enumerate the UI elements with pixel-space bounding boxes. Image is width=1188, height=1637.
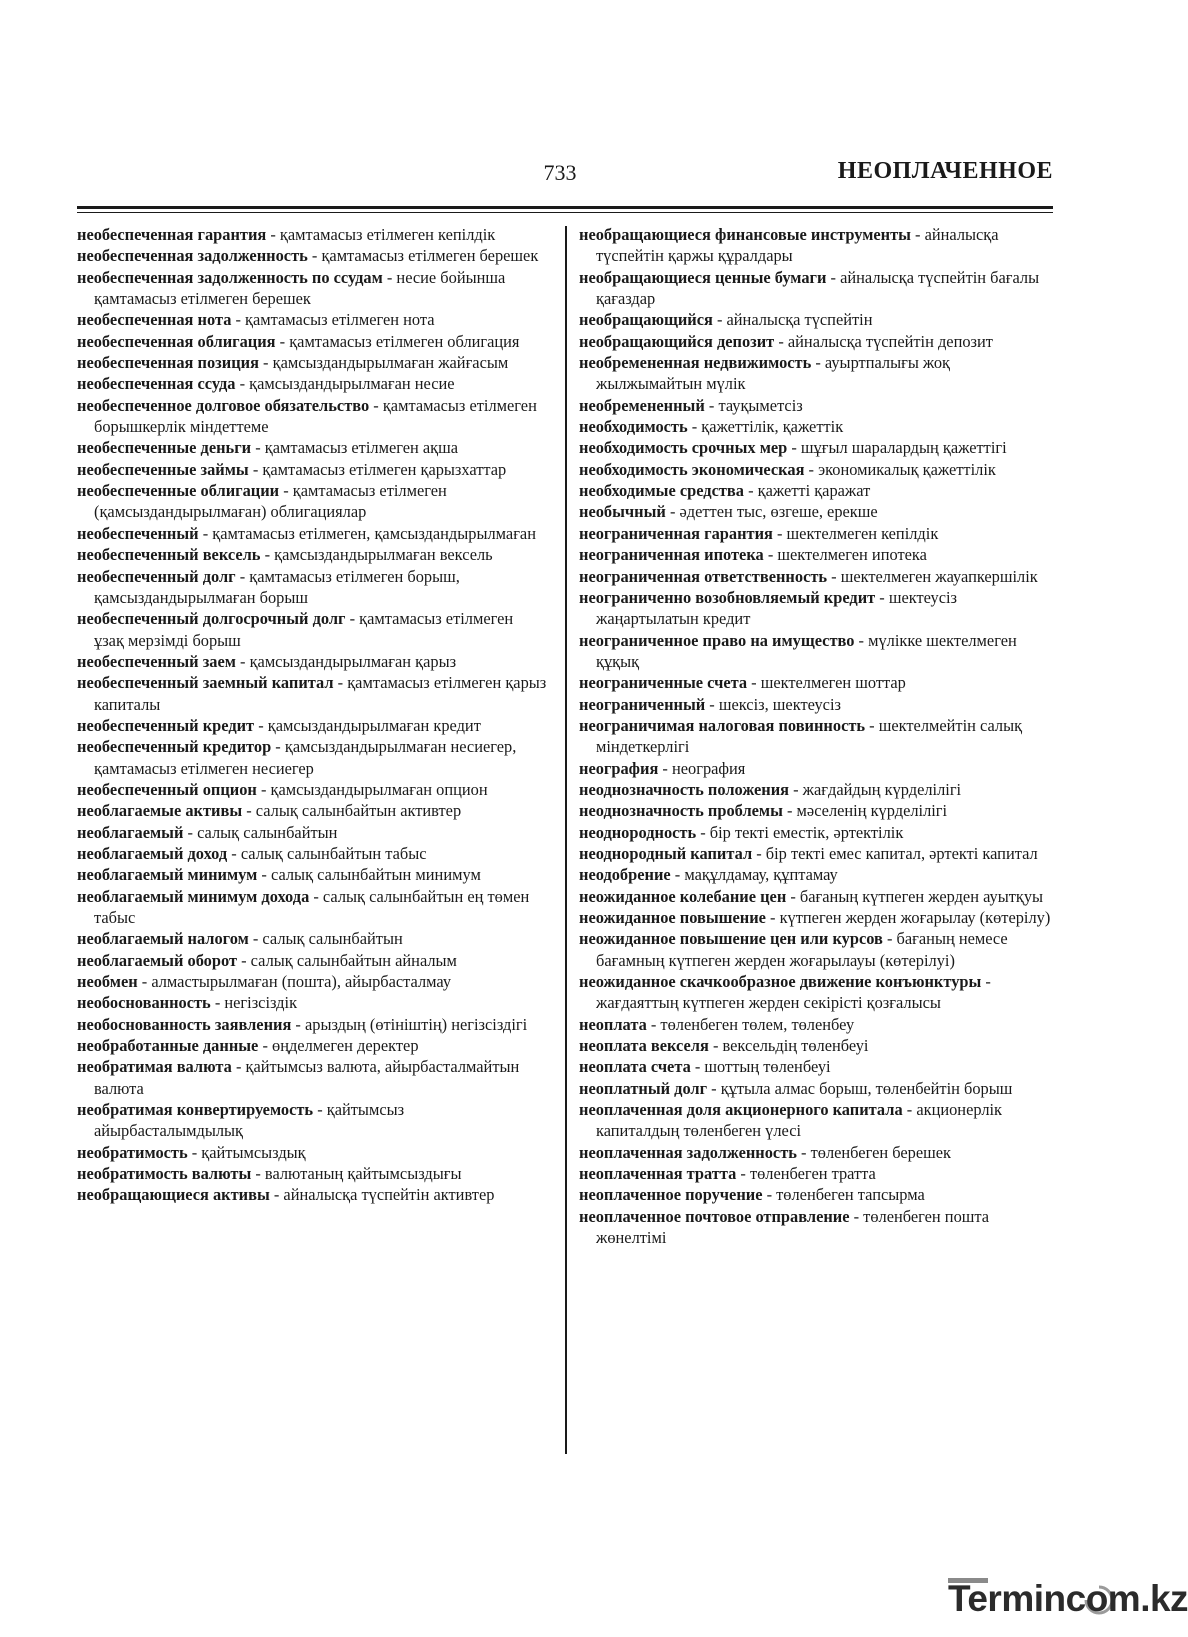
dictionary-entry — [579, 437, 1057, 458]
dictionary-entry — [579, 1099, 1057, 1142]
dictionary-entry — [77, 331, 547, 352]
entry-definition: - алмастырылмаған (пошта), айырбасталмау — [137, 972, 452, 992]
entry-definition: - қамсыздандырылмаған несие — [235, 374, 455, 394]
dictionary-entry — [77, 395, 547, 438]
dictionary-entry — [77, 1056, 547, 1099]
entry-term: необеспеченный долг — [77, 566, 236, 586]
dictionary-entry — [77, 566, 547, 609]
entry-definition: - қажетті қаражат — [743, 481, 871, 501]
dictionary-entry — [579, 224, 1057, 267]
dictionary-entry — [579, 566, 1057, 587]
entry-term: неоднозначность положения — [579, 779, 790, 799]
entry-definition: - салық салынбайтын — [183, 822, 338, 842]
entry-term: необеспеченный — [77, 523, 199, 543]
entry-definition: - әдеттен тыс, өзгеше, ерекше — [665, 502, 878, 522]
termincom-logo — [948, 1578, 1188, 1624]
entry-term: необеспеченное долговое обязательство — [77, 395, 370, 415]
dictionary-entry — [579, 630, 1057, 673]
dictionary-entry — [77, 864, 547, 885]
dictionary-entry — [77, 779, 547, 800]
dictionary-entry — [77, 736, 547, 779]
entry-term: неоплаченное почтовое отправление — [579, 1206, 850, 1226]
entry-term: необращающиеся финансовые инструменты — [579, 225, 911, 244]
entry-definition: - шексіз, шектеусіз — [705, 694, 841, 714]
entry-definition: - шектелмейтін салық міндеткерлігі — [596, 715, 1023, 757]
entry-definition: - қамтамасыз етілмеген борыш, қамсыздандырылмаған борыш — [94, 566, 460, 607]
dictionary-entry — [77, 224, 547, 245]
dictionary-entry — [77, 800, 547, 821]
entry-term: неоднородный капитал — [579, 843, 753, 863]
entry-term: необращающийся депозит — [579, 331, 775, 351]
entry-term: неодобрение — [579, 865, 671, 885]
entry-term: необремененный — [579, 395, 705, 415]
dictionary-entry — [579, 309, 1057, 330]
entry-term: неоплатный долг — [579, 1078, 708, 1098]
entry-term: необлагаемый оборот — [77, 950, 238, 970]
entry-definition: - төленбеген тратта — [736, 1164, 876, 1184]
dictionary-entry — [579, 416, 1057, 437]
entry-definition: - жағдайдың күрделілігі — [789, 779, 962, 799]
dictionary-entry — [77, 651, 547, 672]
entry-definition: - қамтамасыз етілмеген, қамсыздандырылмаған — [198, 523, 536, 543]
right-column — [579, 224, 1057, 1249]
dictionary-entry — [77, 1099, 547, 1142]
dictionary-entry — [77, 1014, 547, 1035]
entry-term: необеспеченные облигации — [77, 481, 280, 501]
entry-definition: - жағдаяттың күтпеген жерден секірісті қозғалысы — [596, 972, 991, 1013]
entry-term: неограниченное право на имущество — [579, 630, 855, 650]
entry-term: необратимая валюта — [77, 1057, 232, 1077]
entry-term: необращающийся — [579, 310, 713, 330]
entry-term: необращающиеся активы — [77, 1185, 270, 1205]
entry-definition: - қамтамасыз етілмеген қарызхаттар — [248, 459, 507, 479]
entry-definition: - мақұлдамау, құптамау — [670, 865, 838, 885]
entry-term: необлагаемый доход — [77, 843, 228, 863]
entry-definition: - төленбеген пошта жөнелтімі — [596, 1206, 990, 1248]
entry-definition: - шектелмеген шоттар — [747, 673, 906, 693]
entry-definition: - қамтамасыз етілмеген облигация — [275, 331, 520, 351]
dictionary-entry — [579, 501, 1057, 522]
dictionary-entry — [579, 1078, 1057, 1099]
entry-definition: - шұғыл шаралардың қажеттігі — [787, 438, 1007, 458]
entry-definition: - айналысқа түспейтін активтер — [269, 1185, 495, 1205]
dictionary-entry — [579, 587, 1057, 630]
dictionary-entry — [77, 886, 547, 929]
entry-definition: - ауыртпалығы жоқ жылжымайтын мүлік — [596, 353, 951, 394]
entry-term: необеспеченный вексель — [77, 545, 261, 565]
entry-definition: - қамтамасыз етілмеген кепілдік — [266, 225, 496, 244]
entry-definition: - қамтамасыз етілмеген берешек — [307, 246, 539, 266]
entry-term: необходимость экономическая — [579, 459, 805, 479]
dictionary-entry — [579, 779, 1057, 800]
entry-term: необходимость — [579, 417, 688, 437]
entry-term: необеспеченный заем — [77, 651, 236, 671]
entry-definition: - қамсыздандырылмаған қарыз — [235, 651, 457, 671]
entry-term: необеспеченный кредитор — [77, 737, 272, 757]
dictionary-entry — [579, 1035, 1057, 1056]
dictionary-entry — [77, 459, 547, 480]
entry-definition: - бір текті еместік, әртектілік — [696, 822, 904, 842]
dictionary-entry — [77, 1035, 547, 1056]
entry-definition: - бағаның немесе бағамның күтпеген жерден жоғарылауы (көтерілуі) — [596, 929, 1008, 970]
entry-term: неоплата векселя — [579, 1036, 709, 1056]
entry-term: неограниченная ипотека — [579, 545, 764, 565]
dictionary-entry — [77, 352, 547, 373]
entry-definition: - айналысқа түспейтін депозит — [774, 331, 993, 351]
entry-term: необратимость — [77, 1142, 188, 1162]
entry-definition: - шектеусіз жаңартылатын кредит — [596, 587, 958, 629]
entry-term: неоднозначность проблемы — [579, 801, 783, 821]
entry-term: неограниченная гарантия — [579, 523, 773, 543]
dictionary-entry — [77, 843, 547, 864]
entry-definition: - салық салынбайтын айналым — [237, 950, 457, 970]
entry-definition: - қайтымсыз айырбасталымдылық — [94, 1100, 405, 1141]
entry-definition: - қамсыздандырылмаған вексель — [260, 545, 493, 565]
entry-term: необмен — [77, 972, 138, 992]
entry-definition: - вексельдің төленбеуі — [708, 1036, 869, 1056]
entry-term: неожиданное повышение цен или курсов — [579, 929, 883, 949]
entry-term: необратимость валюты — [77, 1164, 252, 1184]
entry-term: необеспеченная задолженность — [77, 246, 308, 266]
entry-term: необеспеченные деньги — [77, 438, 252, 458]
entry-definition: - төленбеген берешек — [796, 1142, 951, 1162]
entry-term: неоплата счета — [579, 1057, 691, 1077]
entry-term: необеспеченный долгосрочный долг — [77, 609, 346, 629]
dictionary-entry — [579, 1184, 1057, 1205]
entry-definition: - айналысқа түспейтін қаржы құралдары — [596, 225, 999, 266]
dictionary-entry — [77, 822, 547, 843]
dictionary-entry — [579, 523, 1057, 544]
entry-term: необеспеченный опцион — [77, 779, 257, 799]
dictionary-entry — [77, 1142, 547, 1163]
dictionary-entry — [579, 331, 1057, 352]
entry-definition: - бағаның күтпеген жерден ауытқуы — [786, 886, 1044, 906]
dictionary-entry — [77, 950, 547, 971]
entry-definition: - қамтамасыз етілмеген (қамсыздандырылмаған) облигациялар — [94, 481, 447, 522]
dictionary-entry — [77, 1184, 547, 1205]
dictionary-entry — [579, 843, 1057, 864]
entry-definition: - төленбеген тапсырма — [762, 1185, 925, 1205]
entry-definition: - төленбеген төлем, төленбеу — [646, 1014, 855, 1034]
entry-term: необеспеченный заемный капитал — [77, 673, 334, 693]
entry-term: неожиданное повышение — [579, 908, 766, 927]
entry-term: необлагаемые активы — [77, 801, 243, 821]
dictionary-entry — [579, 1142, 1057, 1163]
entry-term: необеспеченная нота — [77, 310, 232, 330]
entry-term: необработанные данные — [77, 1036, 259, 1056]
dictionary-entry — [579, 1014, 1057, 1035]
entry-term: необеспеченный кредит — [77, 715, 255, 735]
entry-definition: - тауқыметсіз — [704, 395, 803, 415]
entry-definition: - салық салынбайтын ең төмен табыс — [94, 886, 530, 927]
entry-definition: - арыздың (өтініштің) негізсіздігі — [291, 1014, 528, 1034]
entry-term: необращающиеся ценные бумаги — [579, 267, 827, 287]
entry-definition: - салық салынбайтын минимум — [257, 865, 481, 885]
entry-definition: - бір текті емес капитал, әртекті капитал — [752, 843, 1038, 863]
entry-term: неоплаченное поручение — [579, 1185, 763, 1205]
left-column — [77, 224, 547, 1206]
entry-term: необеспеченные займы — [77, 459, 249, 479]
dictionary-entry — [579, 758, 1057, 779]
entry-term: необратимая конвертируемость — [77, 1100, 314, 1120]
dictionary-entry — [77, 523, 547, 544]
dictionary-entry — [579, 544, 1057, 565]
entry-term: неограниченно возобновляемый кредит — [579, 587, 876, 607]
entry-term: необеспеченная позиция — [77, 353, 259, 373]
dictionary-entry — [579, 1056, 1057, 1077]
dictionary-entry — [579, 886, 1057, 907]
dictionary-entry — [77, 608, 547, 651]
entry-definition: - шектелмеген кепілдік — [772, 523, 939, 543]
dictionary-entry — [77, 245, 547, 266]
entry-definition: - қамтамасыз етілмеген ұзақ мерзімді борыш — [94, 609, 514, 650]
running-head: НЕОПЛАЧЕННОЕ — [837, 158, 1053, 184]
entry-term: неожиданное скачкообразное движение конъюнктуры — [579, 972, 982, 992]
entry-term: необеспеченная гарантия — [77, 225, 267, 244]
entry-definition: - неография — [658, 758, 746, 778]
entry-definition: - айналысқа түспейтін бағалы қағаздар — [596, 267, 1040, 309]
entry-term: необходимость срочных мер — [579, 438, 788, 458]
entry-definition: - шектелмеген жауапкершілік — [827, 566, 1038, 586]
entry-definition: - негізсіздік — [210, 993, 298, 1013]
entry-term: неоплата — [579, 1014, 647, 1034]
dictionary-entry — [77, 992, 547, 1013]
entry-definition: - қажеттілік, қажеттік — [687, 417, 844, 437]
entry-term: необоснованность — [77, 993, 211, 1013]
logo-text: Termincom.kz — [948, 1578, 1188, 1619]
dictionary-entry — [77, 437, 547, 458]
dictionary-entry — [579, 928, 1057, 971]
entry-term: необеспеченная ссуда — [77, 374, 236, 394]
entry-definition: - қамтамасыз етілмеген қарыз капиталы — [94, 673, 547, 714]
dictionary-entry — [77, 928, 547, 949]
entry-definition: - несие бойынша қамтамасыз етілмеген берешек — [94, 267, 506, 309]
entry-definition: - экономикалық қажеттілік — [804, 459, 996, 479]
dictionary-entry — [77, 544, 547, 565]
entry-term: неограниченные счета — [579, 673, 748, 693]
entry-definition: - қайтымсыз валюта, айырбасталмайтын валюта — [94, 1057, 520, 1098]
entry-definition: - шектелмеген ипотека — [763, 545, 927, 565]
entry-definition: - мүлікке шектелмеген құқық — [596, 630, 1017, 671]
entry-definition: - қайтымсыздық — [187, 1142, 306, 1162]
entry-definition: - қамсыздандырылмаған жайғасым — [258, 353, 509, 373]
column-divider — [565, 226, 567, 1454]
dictionary-entry — [77, 480, 547, 523]
dictionary-entry — [579, 352, 1057, 395]
entry-definition: - қамтамасыз етілмеген борышкерлік міндеттеме — [94, 395, 537, 437]
dictionary-entry — [579, 907, 1057, 928]
entry-definition: - салық салынбайтын — [248, 929, 403, 949]
entry-definition: - қамтамасыз етілмеген ақша — [251, 438, 459, 458]
entry-term: неоднородность — [579, 822, 697, 842]
entry-definition: - валютаның қайтымсыздығы — [251, 1164, 462, 1184]
entry-term: неограниченная ответственность — [579, 566, 828, 586]
dictionary-entry — [579, 694, 1057, 715]
dictionary-entry — [579, 459, 1057, 480]
dictionary-entry — [579, 395, 1057, 416]
dictionary-entry — [579, 822, 1057, 843]
dictionary-entry — [77, 715, 547, 736]
dictionary-entry — [579, 971, 1057, 1014]
entry-definition: - салық салынбайтын табыс — [227, 843, 427, 863]
entry-term: неоплаченная тратта — [579, 1164, 737, 1184]
entry-term: необоснованность заявления — [77, 1014, 292, 1034]
dictionary-entry — [77, 971, 547, 992]
entry-term: необходимые средства — [579, 481, 744, 501]
entry-term: необычный — [579, 502, 666, 522]
dictionary-entry — [579, 1163, 1057, 1184]
entry-term: неограниченный — [579, 694, 706, 714]
entry-term: необеспеченная задолженность по ссудам — [77, 267, 383, 287]
entry-term: необлагаемый налогом — [77, 929, 249, 949]
entry-definition: - қамсыздандырылмаған кредит — [254, 715, 481, 735]
entry-definition: - күтпеген жерден жоғарылау (көтерілу) — [765, 908, 1051, 927]
dictionary-entry — [579, 267, 1057, 310]
entry-definition: - өңделмеген деректер — [258, 1036, 419, 1056]
entry-term: неожиданное колебание цен — [579, 886, 787, 906]
page-number: 733 — [543, 160, 577, 185]
entry-definition: - қамсыздандырылмаған опцион — [256, 779, 488, 799]
entry-term: необремененная недвижимость — [579, 353, 812, 373]
entry-definition: - мәселенің күрделілігі — [782, 801, 948, 821]
dictionary-entry — [77, 267, 547, 310]
entry-definition: - шоттың төленбеуі — [690, 1057, 831, 1077]
dictionary-entry — [77, 672, 547, 715]
dictionary-entry — [579, 864, 1057, 885]
entry-definition: - акционерлік капиталдың төленбеген үлесі — [596, 1100, 1003, 1141]
entry-term: необлагаемый минимум — [77, 865, 258, 885]
entry-definition: - қамсыздандырылмаған несиегер, қамтамасыз етілмеген несиегер — [94, 737, 517, 778]
dictionary-entry — [579, 800, 1057, 821]
entry-term: неоплаченная задолженность — [579, 1142, 797, 1162]
entry-term: неоплаченная доля акционерного капитала — [579, 1100, 903, 1120]
dictionary-entry — [77, 309, 547, 330]
entry-term: необлагаемый минимум дохода — [77, 886, 310, 906]
entry-definition: - қамтамасыз етілмеген нота — [231, 310, 435, 330]
dictionary-entry — [579, 1206, 1057, 1249]
dictionary-entry — [77, 1163, 547, 1184]
dictionary-entry — [579, 672, 1057, 693]
entry-definition: - құтыла алмас борыш, төленбейтін борыш — [707, 1078, 1013, 1098]
entry-term: необеспеченная облигация — [77, 331, 276, 351]
dictionary-entry — [77, 373, 547, 394]
entry-term: неограничимая налоговая повинность — [579, 715, 866, 735]
header-rule-thin — [77, 212, 1053, 213]
dictionary-entry — [579, 715, 1057, 758]
dictionary-entry — [579, 480, 1057, 501]
header-rule-thick — [77, 206, 1053, 209]
entry-definition: - айналысқа түспейтін — [712, 310, 873, 330]
entry-term: неография — [579, 758, 659, 778]
entry-definition: - салық салынбайтын активтер — [242, 801, 462, 821]
entry-term: необлагаемый — [77, 822, 184, 842]
